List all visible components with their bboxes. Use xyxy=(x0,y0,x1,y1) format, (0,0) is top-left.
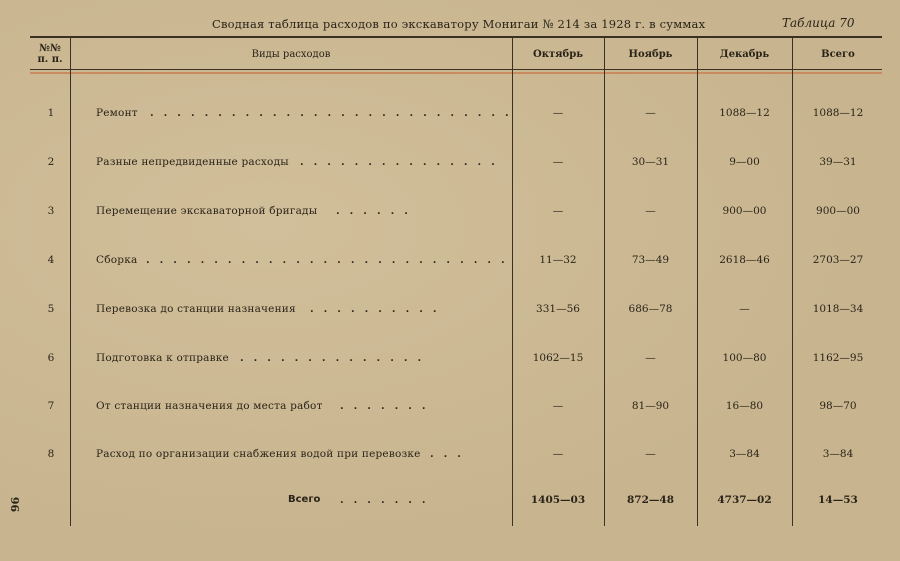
totals-label: Всего xyxy=(288,494,321,505)
totals-dec: 4737—02 xyxy=(717,494,772,506)
column-header-oct: Октябрь xyxy=(533,48,583,60)
value-total: 98—70 xyxy=(819,400,857,412)
value-oct: — xyxy=(552,156,564,168)
column-header-type: Виды расходов xyxy=(251,48,331,60)
value-dec: — xyxy=(739,303,750,315)
row-number: 5 xyxy=(47,303,55,315)
totals-oct: 1405—03 xyxy=(530,494,586,506)
table-number: Таблица 70 xyxy=(782,16,855,30)
value-total: 2703—27 xyxy=(812,254,864,266)
value-oct: 331—56 xyxy=(536,303,580,315)
header-rule-accent xyxy=(30,72,882,74)
leader-dots: ... xyxy=(430,448,471,460)
column-divider xyxy=(70,38,71,526)
row-number: 2 xyxy=(47,156,55,168)
value-oct: 1062—15 xyxy=(532,352,584,364)
column-header-total: Всего xyxy=(821,48,855,60)
leader-dots: ............... xyxy=(300,156,505,168)
leader-dots: .............. xyxy=(240,352,432,364)
value-oct: — xyxy=(552,400,564,412)
value-nov: 686—78 xyxy=(628,303,673,315)
row-number: 8 xyxy=(47,448,55,460)
column-header-nov: Ноябрь xyxy=(628,48,673,60)
value-total: 39—31 xyxy=(819,156,857,168)
value-nov: — xyxy=(645,352,656,364)
totals-total: 14—53 xyxy=(818,494,858,506)
leader-dots: ........................... xyxy=(150,107,519,119)
value-nov: — xyxy=(645,107,656,119)
leader-dots: ....... xyxy=(340,400,436,412)
row-label: Сборка xyxy=(96,254,138,266)
value-dec: 100—80 xyxy=(722,352,767,364)
value-total: 1162—95 xyxy=(812,352,864,364)
column-header-dec: Декабрь xyxy=(719,48,770,60)
value-nov: 73—49 xyxy=(631,254,670,266)
value-oct: — xyxy=(552,107,564,119)
value-nov: 30—31 xyxy=(631,156,670,168)
column-divider xyxy=(604,38,605,526)
value-dec: 1088—12 xyxy=(719,107,770,119)
row-label: Перевозка до станции назначения xyxy=(96,303,296,315)
leader-dots: .......... xyxy=(310,303,447,315)
row-label: Расход по организации снабжения водой при перевозке xyxy=(96,448,421,460)
column-header-num: №№ п. п. xyxy=(37,43,63,65)
leader-dots: ........................... xyxy=(146,254,515,266)
value-total: 3—84 xyxy=(822,448,854,460)
value-nov: — xyxy=(645,448,656,460)
page-number: 96 xyxy=(9,496,23,513)
row-number: 3 xyxy=(47,205,55,217)
value-dec: 16—80 xyxy=(725,400,764,412)
value-dec: 2618—46 xyxy=(719,254,770,266)
value-dec: 3—84 xyxy=(729,448,760,460)
row-label: Разные непредвиденные расходы xyxy=(96,156,289,168)
value-oct: — xyxy=(552,448,564,460)
table-title: Сводная таблица расходов по экскаватору Монигаи № 214 за 1928 г. в суммах xyxy=(212,17,706,31)
row-label: Перемещение экскаваторной бригады xyxy=(96,205,318,217)
leader-dots: ...... xyxy=(336,205,418,217)
row-number: 7 xyxy=(47,400,55,412)
value-nov: 81—90 xyxy=(631,400,670,412)
value-oct: 11—32 xyxy=(539,254,577,266)
row-number: 1 xyxy=(47,107,55,119)
value-nov: — xyxy=(645,205,656,217)
column-divider xyxy=(697,38,698,526)
row-number: 4 xyxy=(47,254,55,266)
value-total: 1018—34 xyxy=(812,303,864,315)
value-total: 1088—12 xyxy=(812,107,864,119)
top-rule xyxy=(30,36,882,38)
row-label: Подготовка к отправке xyxy=(96,352,229,364)
value-oct: — xyxy=(552,205,564,217)
row-label: Ремонт xyxy=(96,107,138,119)
value-dec: 9—00 xyxy=(729,156,760,168)
row-label: От станции назначения до места работ xyxy=(96,400,323,412)
value-dec: 900—00 xyxy=(722,205,767,217)
header-rule xyxy=(30,69,882,70)
totals-nov: 872—48 xyxy=(626,494,675,506)
value-total: 900—00 xyxy=(816,205,860,217)
row-number: 6 xyxy=(47,352,55,364)
column-divider xyxy=(792,38,793,526)
leader-dots: ....... xyxy=(340,494,436,506)
